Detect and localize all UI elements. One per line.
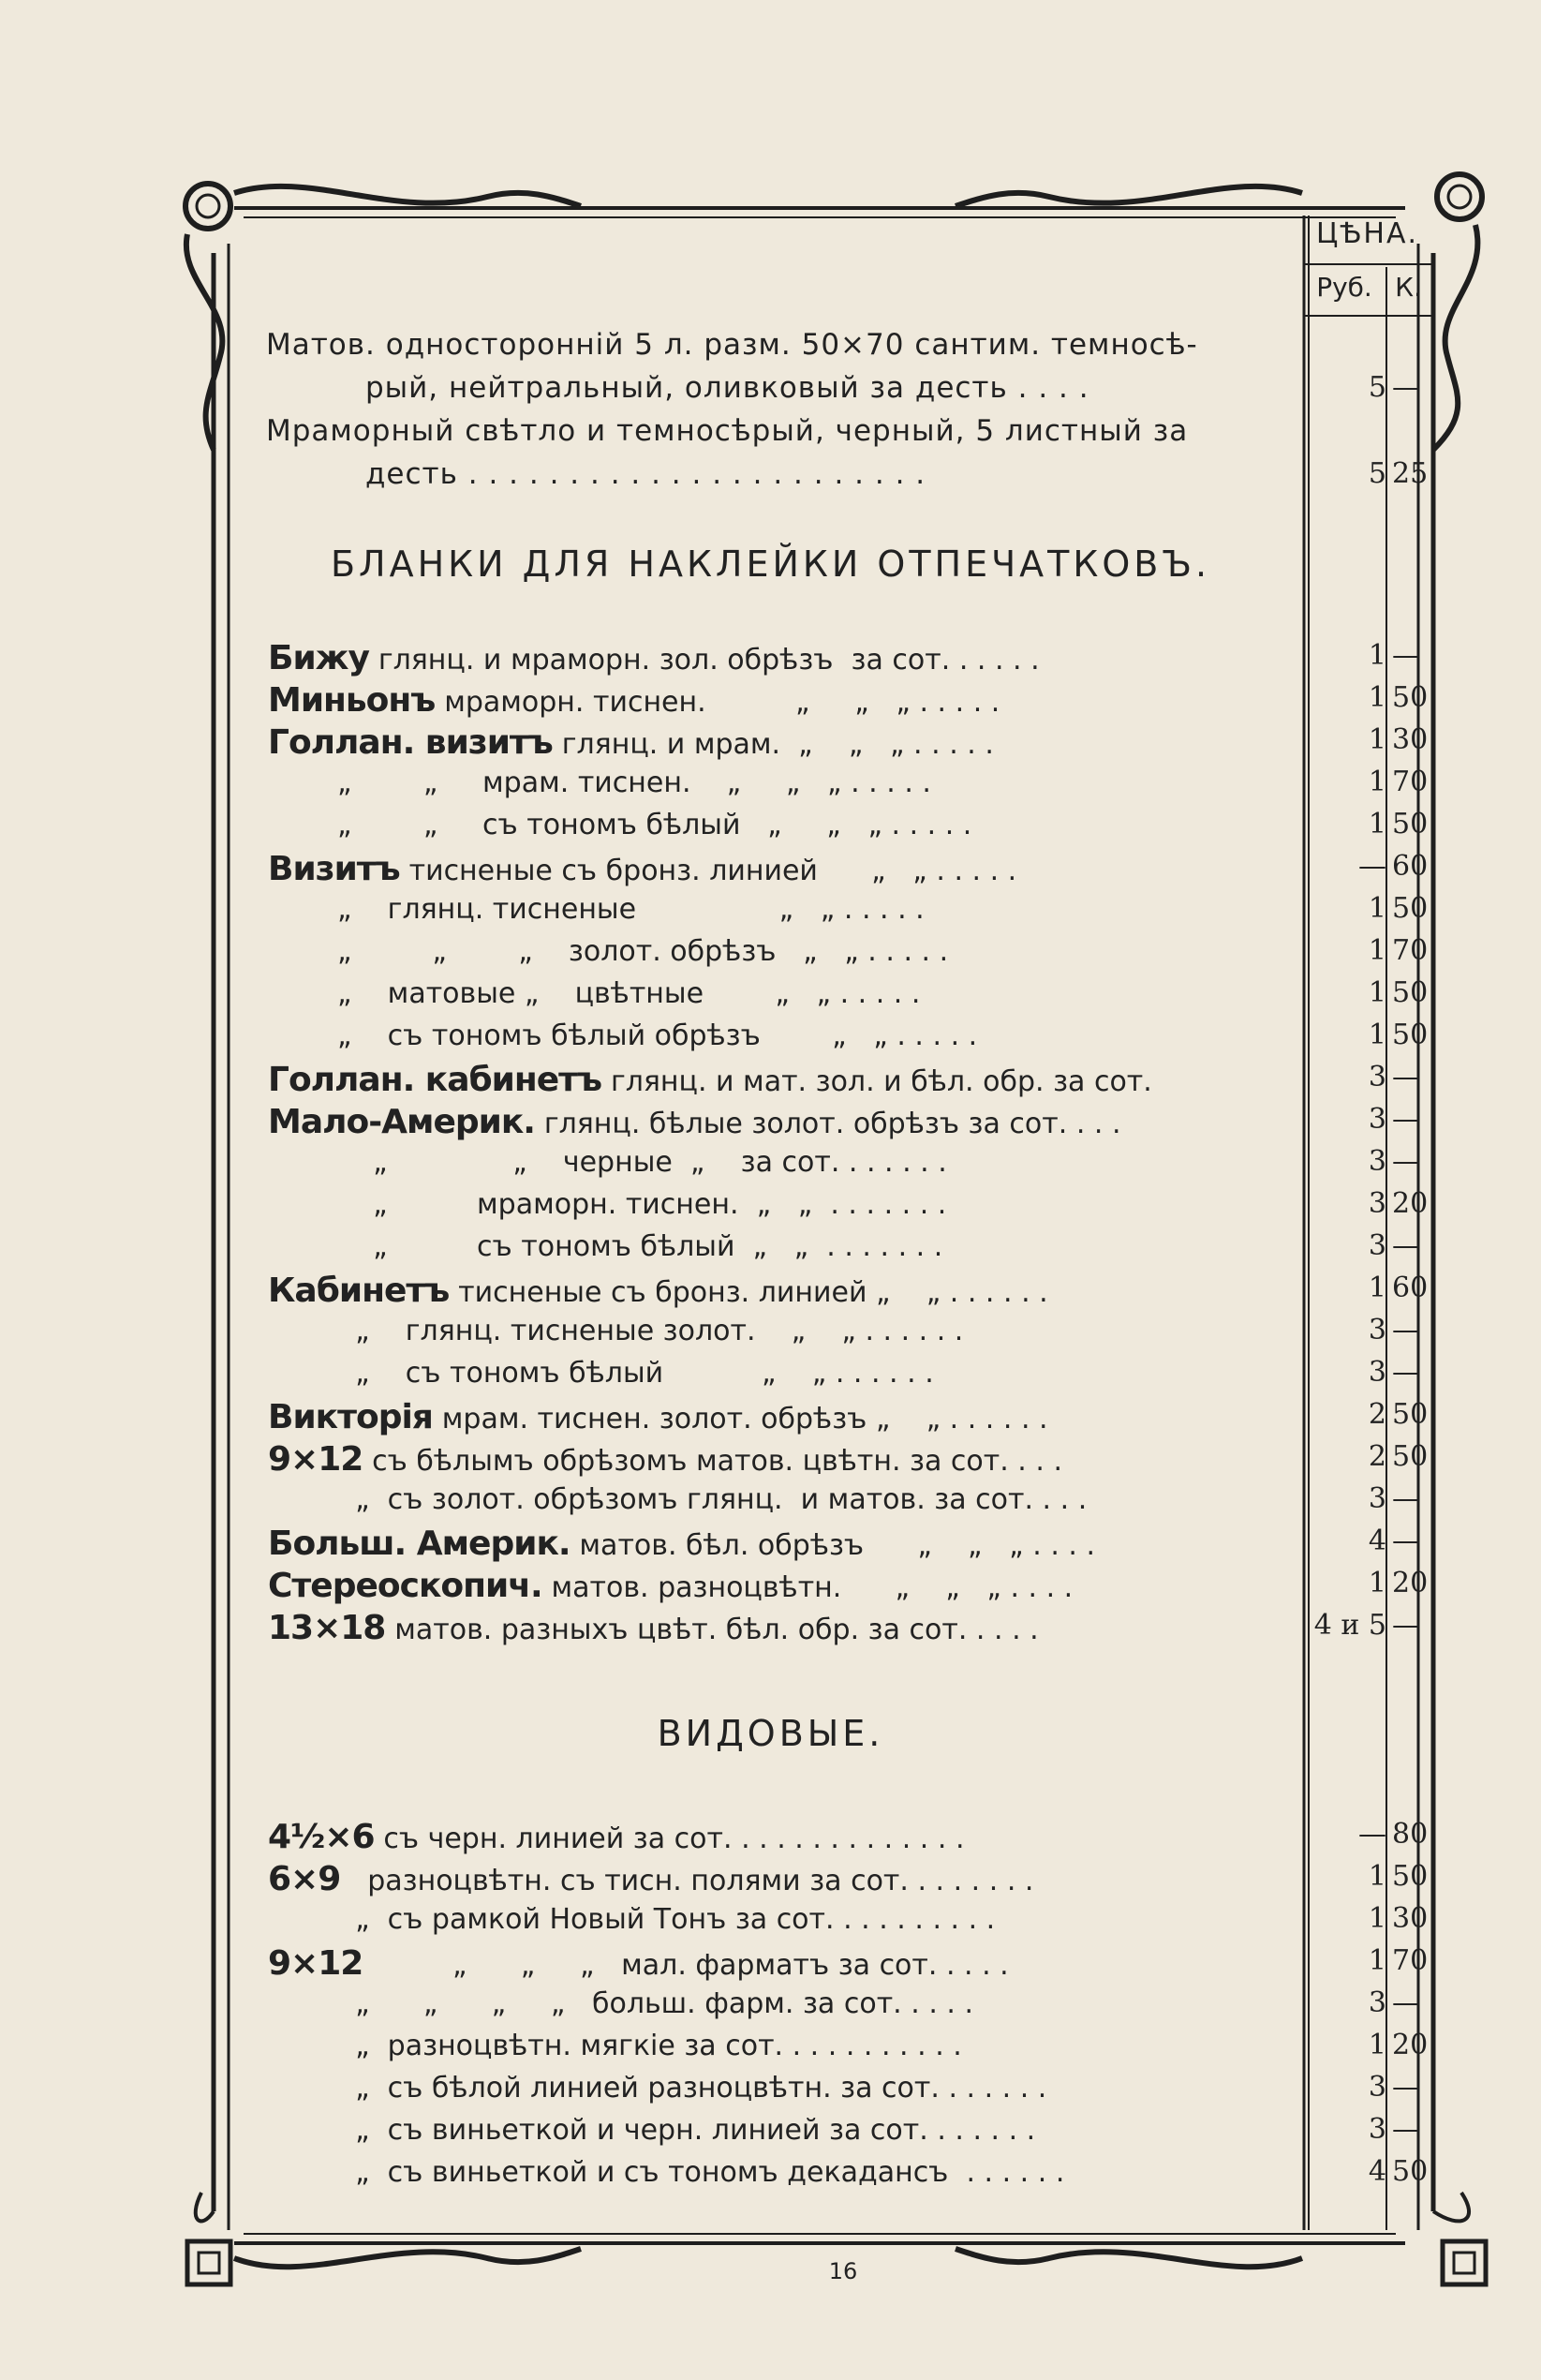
item-description: „ глянц. тисненые „ „ . . . . . bbox=[337, 893, 925, 926]
price-kopecks: 50 bbox=[1392, 1440, 1429, 1473]
price-row bbox=[268, 1061, 1152, 1099]
price-kopecks: 30 bbox=[1392, 723, 1429, 756]
price-rubles: 3 bbox=[1368, 1103, 1386, 1136]
price-kopecks: 50 bbox=[1392, 1019, 1429, 1051]
price-row bbox=[337, 2113, 1035, 2147]
price-rubles: 1 bbox=[1368, 808, 1386, 840]
price-rubles: 3 bbox=[1368, 1229, 1386, 1262]
price-row bbox=[337, 1187, 946, 1221]
item-name: 9×12 bbox=[268, 1440, 363, 1479]
price-kopecks: 50 bbox=[1392, 808, 1429, 840]
price-rubles: 3 bbox=[1368, 1187, 1386, 1220]
price-kopecks: — bbox=[1392, 639, 1420, 672]
price-kopecks: 60 bbox=[1392, 1272, 1429, 1304]
price-row bbox=[268, 1103, 1121, 1141]
item-name: Викторія bbox=[268, 1398, 433, 1436]
price-kopecks: — bbox=[1392, 1482, 1420, 1515]
price-row bbox=[268, 850, 1016, 888]
price-row bbox=[268, 1440, 1062, 1479]
item-description: „ „ „ мал. фарматъ за сот. . . . . bbox=[372, 1949, 1009, 1982]
price-kopecks: 70 bbox=[1392, 766, 1429, 798]
price-rubles: 1 bbox=[1368, 2029, 1386, 2061]
item-description: „ съ тономъ бѣлый „ „ . . . . . . . bbox=[337, 1230, 943, 1263]
price-kopecks: 20 bbox=[1392, 1187, 1429, 1220]
price-kopecks: — bbox=[1392, 1314, 1420, 1346]
price-row bbox=[268, 1567, 1073, 1605]
price-kopecks: 50 bbox=[1392, 2155, 1429, 2188]
price-rubles: 1 bbox=[1368, 976, 1386, 1009]
price-row bbox=[268, 681, 1000, 720]
item-description: „ съ рамкой Новый Тонъ за сот. . . . . . . . . . bbox=[337, 1903, 996, 1936]
price-row bbox=[268, 1818, 964, 1856]
item-description: съ черн. линией за сот. . . . . . . . . . . . . . bbox=[383, 1822, 965, 1855]
price-kopecks: 50 bbox=[1392, 681, 1429, 714]
item-description: матов. разныхъ цвѣт. бѣл. обр. за сот. . . . . bbox=[394, 1614, 1039, 1646]
item-description: тисненые съ бронз. линией „ „ . . . . . . bbox=[458, 1276, 1048, 1309]
item-description: „ глянц. тисненые золот. „ „ . . . . . . bbox=[337, 1315, 964, 1347]
price-kopecks: 50 bbox=[1392, 976, 1429, 1009]
price-kopecks: 80 bbox=[1392, 1818, 1429, 1851]
price-kopecks: 50 bbox=[1392, 1860, 1429, 1893]
item-description: „ съ виньеткой и черн. линией за сот. . . . . . . bbox=[337, 2114, 1036, 2147]
price-row bbox=[337, 1019, 977, 1052]
item-name: Больш. Америк. bbox=[268, 1525, 570, 1563]
item-description: мрам. тиснен. золот. обрѣзъ „ „ . . . . . . bbox=[441, 1403, 1048, 1435]
price-rubles: 1 bbox=[1368, 681, 1386, 714]
price-row bbox=[268, 1398, 1048, 1436]
price-rubles: 4 bbox=[1368, 2155, 1386, 2188]
price-column-header: ЦѢНА. bbox=[1315, 217, 1419, 250]
item-name: 6×9 bbox=[268, 1860, 341, 1898]
kopecks-column-header: К. bbox=[1395, 272, 1422, 303]
item-description: „ разноцвѣтн. мягкіе за сот. . . . . . . . . . . bbox=[337, 2030, 962, 2062]
intro-line: рый, нейтральный, оливковый за десть . . . . bbox=[365, 371, 1089, 405]
item-description: глянц. бѣлые золот. обрѣзъ за сот. . . . bbox=[543, 1108, 1121, 1140]
price-row bbox=[337, 1229, 942, 1263]
price-rubles: — bbox=[1358, 1818, 1386, 1851]
item-name: Бижу bbox=[268, 639, 369, 677]
price-kopecks: 70 bbox=[1392, 1944, 1429, 1977]
item-description: глянц. и мрам. „ „ „ . . . . . bbox=[561, 728, 994, 761]
price-row bbox=[268, 639, 1040, 677]
price-row bbox=[337, 1902, 995, 1936]
price-kopecks: — bbox=[1392, 2113, 1420, 2146]
item-description: „ съ тономъ бѣлый обрѣзъ „ „ . . . . . bbox=[337, 1019, 978, 1052]
price-kopecks: — bbox=[1392, 371, 1420, 404]
price-kopecks: — bbox=[1392, 1356, 1420, 1389]
price-row bbox=[337, 2029, 962, 2062]
section-title-blanks: БЛАНКИ ДЛЯ НАКЛЕЙКИ ОТПЕЧАТКОВЪ. bbox=[330, 543, 1211, 585]
price-kopecks: 50 bbox=[1392, 892, 1429, 925]
price-kopecks: 30 bbox=[1392, 1902, 1429, 1935]
item-name: 13×18 bbox=[268, 1609, 386, 1647]
item-description: тисненые съ бронз. линией „ „ . . . . . bbox=[408, 855, 1017, 887]
price-rubles: 3 bbox=[1368, 1061, 1386, 1093]
price-row bbox=[268, 1525, 1095, 1563]
price-rubles: 1 bbox=[1368, 723, 1386, 756]
item-name: Миньонъ bbox=[268, 681, 436, 720]
price-row bbox=[337, 766, 931, 799]
item-description: „ съ виньеткой и съ тономъ декадансъ . . . . . . bbox=[337, 2156, 1065, 2189]
price-row bbox=[337, 1986, 973, 2020]
price-rubles: 3 bbox=[1368, 1986, 1386, 2019]
price-rubles: — bbox=[1358, 850, 1386, 883]
intro-line: Мраморный свѣтло и темносѣрый, черный, 5 листный за bbox=[266, 414, 1189, 448]
price-row bbox=[337, 1314, 963, 1347]
price-kopecks: 50 bbox=[1392, 1398, 1429, 1431]
price-row bbox=[337, 976, 920, 1010]
item-name: Кабинетъ bbox=[268, 1272, 450, 1310]
item-description: „ мраморн. тиснен. „ „ . . . . . . . bbox=[337, 1188, 947, 1221]
price-rubles: 3 bbox=[1368, 1145, 1386, 1178]
price-rubles: 1 bbox=[1368, 1902, 1386, 1935]
price-rubles: 1 bbox=[1368, 934, 1386, 967]
price-rubles: 2 bbox=[1368, 1398, 1386, 1431]
item-name: 9×12 bbox=[268, 1944, 363, 1983]
price-rubles: 3 bbox=[1368, 2113, 1386, 2146]
price-rubles: 1 bbox=[1368, 892, 1386, 925]
price-rubles: 4 bbox=[1368, 1525, 1386, 1557]
price-rubles: 1 bbox=[1368, 639, 1386, 672]
price-kopecks: 70 bbox=[1392, 934, 1429, 967]
price-kopecks: 60 bbox=[1392, 850, 1429, 883]
item-name: Стереоскопич. bbox=[268, 1567, 542, 1605]
item-name: Голлан. кабинетъ bbox=[268, 1061, 602, 1099]
price-kopecks: — bbox=[1392, 1609, 1420, 1642]
item-name: Мало-Америк. bbox=[268, 1103, 535, 1141]
price-row bbox=[337, 808, 971, 841]
price-kopecks: — bbox=[1392, 1103, 1420, 1136]
rubles-column-header: Руб. bbox=[1316, 272, 1372, 303]
price-rubles: 4 и 5 bbox=[1313, 1609, 1386, 1642]
price-kopecks: 25 bbox=[1392, 457, 1429, 490]
item-name: Голлан. визитъ bbox=[268, 723, 553, 762]
price-rubles: 3 bbox=[1368, 1356, 1386, 1389]
intro-line: десть . . . . . . . . . . . . . . . . . . . . . . . bbox=[365, 457, 926, 491]
item-description: матов. разноцвѣтн. „ „ „ . . . . bbox=[551, 1571, 1074, 1604]
price-kopecks: — bbox=[1392, 1061, 1420, 1093]
price-row bbox=[337, 1482, 1087, 1516]
intro-line: Матов. односторонній 5 л. разм. 50×70 сантим. темносѣ- bbox=[266, 328, 1198, 362]
price-row bbox=[268, 1860, 1033, 1898]
item-description: „ „ съ тономъ бѣлый „ „ „ . . . . . bbox=[337, 809, 972, 841]
item-description: „ съ бѣлой линией разноцвѣтн. за сот. . . . . . . bbox=[337, 2072, 1047, 2105]
price-rubles: 5 bbox=[1368, 457, 1386, 490]
price-kopecks: — bbox=[1392, 2071, 1420, 2104]
section-title-views: ВИДОВЫЕ. bbox=[657, 1713, 884, 1754]
item-description: „ „ черные „ за сот. . . . . . . bbox=[337, 1146, 947, 1179]
price-rubles: 3 bbox=[1368, 1482, 1386, 1515]
price-kopecks: — bbox=[1392, 1525, 1420, 1557]
price-kopecks: — bbox=[1392, 1229, 1420, 1262]
item-description: матов. бѣл. обрѣзъ „ „ „ . . . . bbox=[579, 1529, 1096, 1562]
price-rubles: 5 bbox=[1368, 371, 1386, 404]
item-description: мраморн. тиснен. „ „ „ . . . . . bbox=[444, 686, 1000, 719]
price-rubles: 2 bbox=[1368, 1440, 1386, 1473]
price-row bbox=[268, 1272, 1048, 1310]
price-kopecks: — bbox=[1392, 1986, 1420, 2019]
price-row bbox=[337, 1145, 947, 1179]
item-description: „ „ мрам. тиснен. „ „ „ . . . . . bbox=[337, 766, 931, 799]
price-rubles: 1 bbox=[1368, 1944, 1386, 1977]
price-kopecks: 20 bbox=[1392, 1567, 1429, 1599]
item-description: разноцвѣтн. съ тисн. полями за сот. . . . . . . . bbox=[349, 1865, 1034, 1897]
price-kopecks: — bbox=[1392, 1145, 1420, 1178]
item-name: Визитъ bbox=[268, 850, 400, 888]
price-rubles: 1 bbox=[1368, 766, 1386, 798]
item-description: глянц. и мраморн. зол. обрѣзъ за сот. . . . . . bbox=[378, 644, 1040, 677]
price-row bbox=[337, 892, 925, 926]
price-row bbox=[268, 723, 994, 762]
page-number: 16 bbox=[828, 2258, 858, 2284]
item-name: 4½×6 bbox=[268, 1818, 375, 1856]
price-row bbox=[337, 2071, 1046, 2105]
price-rubles: 3 bbox=[1368, 2071, 1386, 2104]
price-rubles: 1 bbox=[1368, 1272, 1386, 1304]
price-row bbox=[268, 1609, 1039, 1647]
price-row bbox=[337, 2155, 1064, 2189]
price-kopecks: 20 bbox=[1392, 2029, 1429, 2061]
item-description: съ бѣлымъ обрѣзомъ матов. цвѣтн. за сот. . . . bbox=[372, 1445, 1062, 1478]
price-rubles: 1 bbox=[1368, 1860, 1386, 1893]
item-description: глянц. и мат. зол. и бѣл. обр. за сот. bbox=[610, 1065, 1152, 1098]
price-row bbox=[268, 1944, 1009, 1983]
price-row bbox=[337, 934, 948, 968]
price-row bbox=[337, 1356, 934, 1390]
item-description: „ съ тономъ бѣлый „ „ . . . . . . bbox=[337, 1357, 934, 1390]
price-rubles: 3 bbox=[1368, 1314, 1386, 1346]
item-description: „ матовые „ цвѣтные „ „ . . . . . bbox=[337, 977, 921, 1010]
item-description: „ съ золот. обрѣзомъ глянц. и матов. за сот. . . . bbox=[337, 1483, 1088, 1516]
item-description: „ „ „ „ больш. фарм. за сот. . . . . bbox=[337, 1987, 973, 2020]
item-description: „ „ „ золот. обрѣзъ „ „ . . . . . bbox=[337, 935, 949, 968]
price-rubles: 1 bbox=[1368, 1019, 1386, 1051]
price-rubles: 1 bbox=[1368, 1567, 1386, 1599]
